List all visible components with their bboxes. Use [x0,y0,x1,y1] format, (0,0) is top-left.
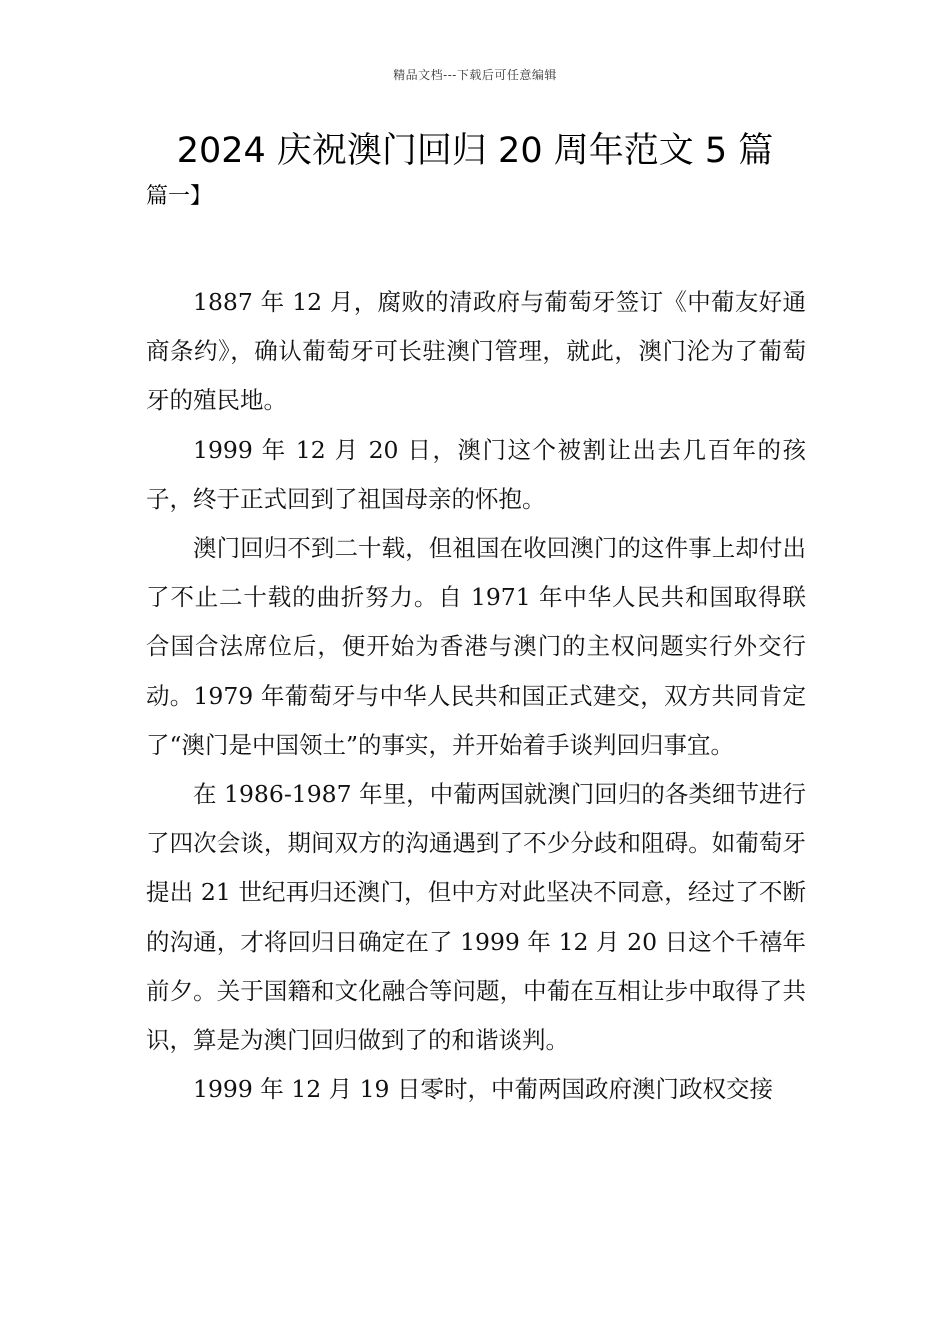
paragraph: 澳门回归不到二十载，但祖国在收回澳门的这件事上却付出了不止二十载的曲折努力。自 1971 年中华人民共和国取得联合国合法席位后，便开始为香港与澳门的主权问题实行外交行动。1979 年葡萄牙与中华人民共和国正式建交，双方共同肯定了“澳门是中国领土”的事实，并开始着手谈判回归事宜。 [146,534,806,759]
paragraph: 在 1986-1987 年里，中葡两国就澳门回归的各类细节进行了四次会谈，期间双方的沟通遇到了不少分歧和阻碍。如葡萄牙提出 21 世纪再归还澳门，但中方对此坚决不同意，经过了不断的沟通，才将回归日确定在了 1999 年 12 月 20 日这个千禧年前夕。关于国籍和文化融合等问题，中葡在互相让步中取得了共识，算是为澳门回归做到了的和谐谈判。 [146,780,806,1055]
section-label: 篇一】 [146,184,213,209]
document-title: 2024 庆祝澳门回归 20 周年范文 5 篇 [176,131,774,171]
paragraph: 1999 年 12 月 20 日，澳门这个被割让出去几百年的孩子，终于正式回到了祖国母亲的怀抱。 [146,435,806,513]
document-body [146,278,806,1114]
paragraph: 1999 年 12 月 19 日零时，中葡两国政府澳门政权交接 [193,1075,773,1104]
paragraph: 1887 年 12 月，腐败的清政府与葡萄牙签订《中葡友好通商条约》，确认葡萄牙可长驻澳门管理，就此，澳门沦为了葡萄牙的殖民地。 [146,288,806,415]
header-note: 精品文档---下载后可任意编辑 [393,68,557,82]
